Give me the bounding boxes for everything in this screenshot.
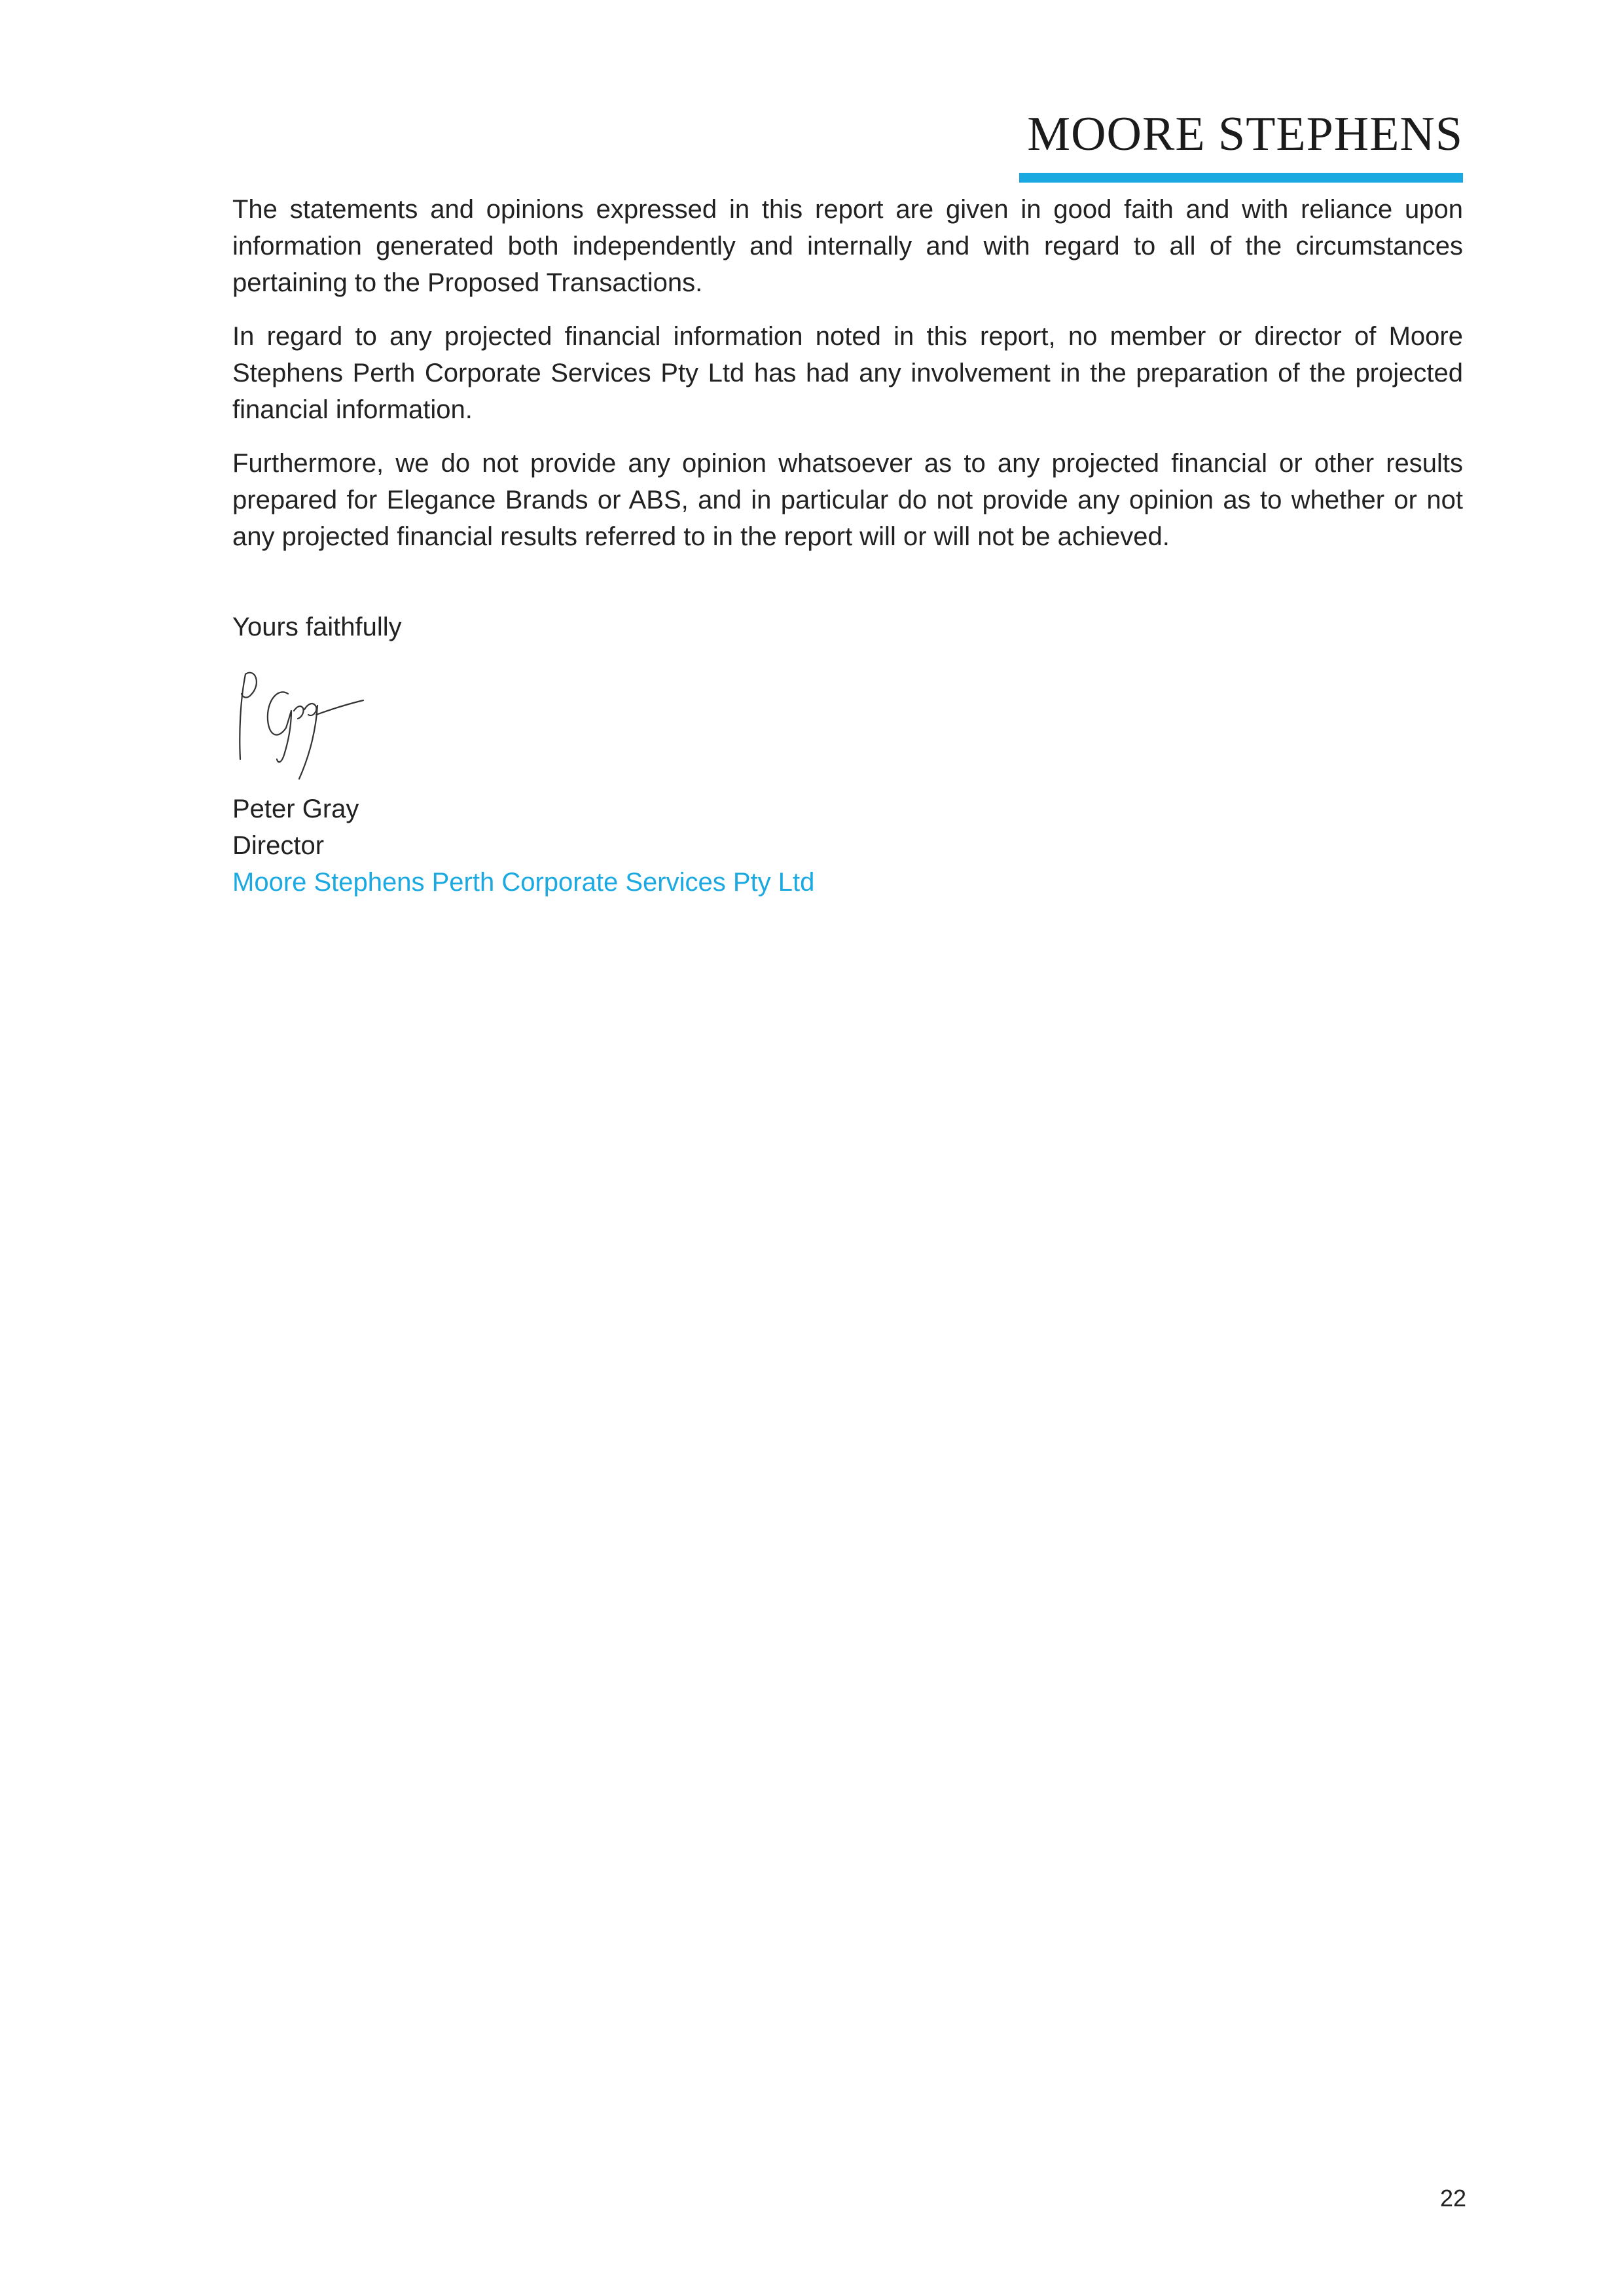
signatory-firm: Moore Stephens Perth Corporate Services Pty Ltd — [232, 868, 815, 897]
page-number: 22 — [1439, 2185, 1466, 2212]
company-logo: MOORE STEPHENS — [1027, 107, 1463, 161]
paragraph-reliance: The statements and opinions expressed in this report are given in good faith and with reliance upon information generated both independently and internally and with regard to all of the circumstances pertaining to the Proposed Transactions. — [232, 195, 1463, 297]
signatory-name: Peter Gray — [232, 795, 359, 823]
logo-accent-bar — [1019, 173, 1463, 183]
paragraph-no-opinion: Furthermore, we do not provide any opinion whatsoever as to any projected financial or other results prepared for Elegance Brands or ABS, and in particular do not provide any opinion as to whether or not any projected financial results referred to in the report will or will not be achieved. — [232, 449, 1463, 551]
paragraph-projected-info: In regard to any projected financial information noted in this report, no member or director of Moore Stephens Perth Corporate Services Pty Ltd has had any involvement in the preparation of the projected financial information. — [232, 322, 1463, 424]
signature-image — [226, 655, 370, 792]
closing-salutation: Yours faithfully — [232, 613, 402, 641]
signature-block — [232, 791, 814, 901]
body-text — [232, 191, 1463, 572]
signatory-title: Director — [232, 831, 325, 860]
